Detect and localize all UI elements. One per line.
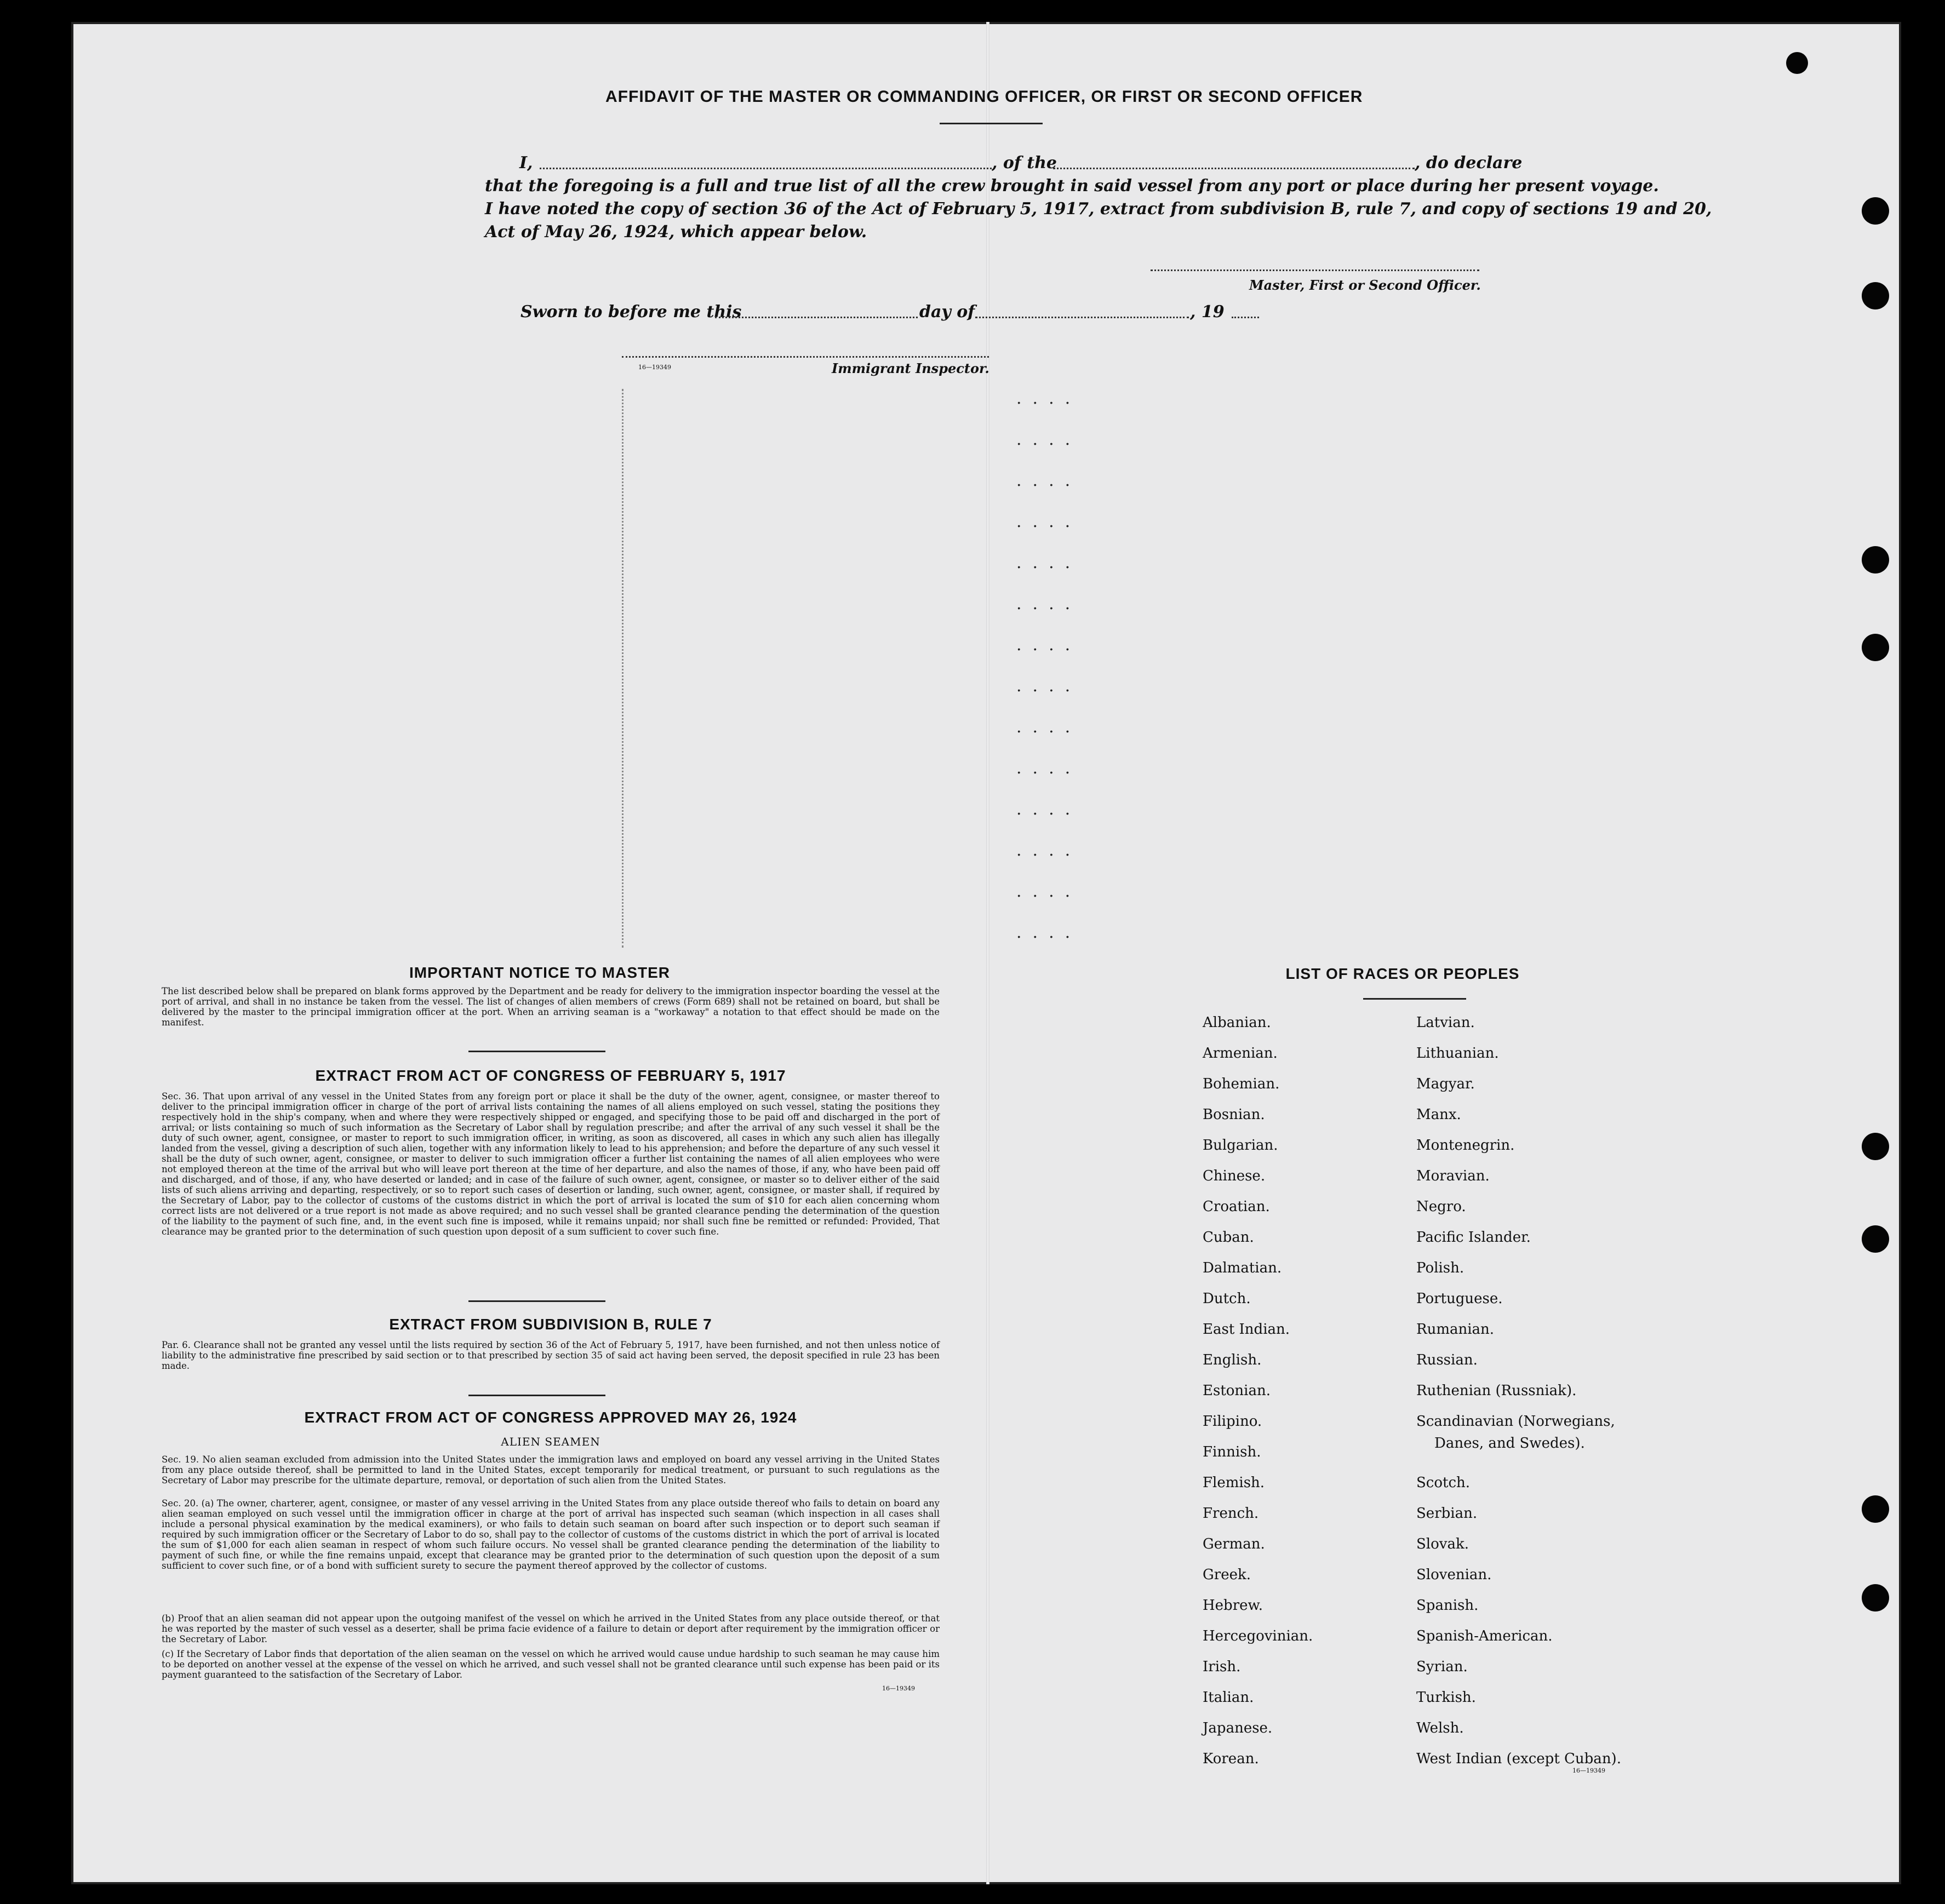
- race-item: Italian.: [1203, 1689, 1254, 1706]
- dot-leader-row: ....: [1016, 882, 1082, 901]
- affidavit-title: AFFIDAVIT OF THE MASTER OR COMMANDING OFFICER, OR FIRST OR SECOND OFFICER: [605, 88, 1363, 106]
- race-item: Montenegrin.: [1416, 1137, 1515, 1154]
- inspector-signature-line[interactable]: [622, 356, 989, 358]
- dot-leader-row: ....: [1016, 471, 1082, 490]
- race-item: Korean.: [1203, 1751, 1259, 1767]
- race-item: Scotch.: [1416, 1475, 1471, 1491]
- punch-hole: [1862, 282, 1889, 309]
- sworn-label: Sworn to before me this: [520, 302, 742, 322]
- race-item-continuation: Danes, and Swedes).: [1434, 1435, 1585, 1452]
- race-item: Scandinavian (Norwegians,: [1416, 1413, 1615, 1430]
- form-number-top: 16—19349: [638, 364, 671, 371]
- affidavit-line3: I have noted the copy of section 36 of the Act of February 5, 1917, extract from subdivision B, rule 7, and copy of sections 19 and 20,: [485, 199, 1712, 219]
- race-item: Portuguese.: [1416, 1291, 1503, 1307]
- race-item: Latvian.: [1416, 1014, 1475, 1031]
- sec19-text: Sec. 19. No alien seaman excluded from admission into the United States under the immigration laws and employed on board any vessel arriving in the United States from any place outside thereof, shall be permitted to land in the United States, except temporarily for medical treatment, or pursuant to such regulations as the Secretary of Labor may prescribe for the ultimate departure, removal, or deportation of such alien from the United States.: [162, 1454, 940, 1486]
- race-item: Turkish.: [1416, 1689, 1476, 1706]
- race-item: Moravian.: [1416, 1168, 1490, 1184]
- dot-leader-row: ....: [1016, 594, 1082, 613]
- races-underline: [1363, 998, 1466, 1000]
- punch-hole: [1862, 197, 1889, 225]
- extract-1917-heading: EXTRACT FROM ACT OF CONGRESS OF FEBRUARY 5, 1917: [315, 1067, 786, 1084]
- race-item: Dutch.: [1203, 1291, 1251, 1307]
- affidavit-i-label: I,: [519, 153, 533, 173]
- race-item: Hebrew.: [1203, 1597, 1263, 1614]
- race-item: Slovenian.: [1416, 1567, 1492, 1583]
- punch-hole: [1862, 1225, 1889, 1253]
- day-of-label: day of: [919, 302, 975, 322]
- section-divider: [468, 1395, 605, 1396]
- dot-leader-row: ....: [1016, 718, 1082, 737]
- sworn-year-blank[interactable]: [1232, 317, 1259, 318]
- sec20a-text: Sec. 20. (a) The owner, charterer, agent, consignee, or master of any vessel arriving in the United States from any place outside thereof who fails to detain on board any alien seaman employed on such vessel until the immigration officer in charge at the port of arrival has inspected such seaman (which inspection in all cases shall include a personal physical examination by the medical examiners), or who fails to detain such seaman on board after such inspection or to deport such seaman if required by such immigration officer or the Secretary of Labor to do so, shall pay to the collector of customs of the customs district in which the port of arrival is located the sum of $1,000 for each alien seaman in respect of whom such failure occurs. No vessel shall be granted clearance pending the determination of the liability to payment of such fine, or while the fine remains unpaid, except that clearance may be granted prior to the determination of such question upon the deposit of a sum sufficient to cover such fine, or of a bond with sufficient surety to secure the payment thereof approved by the collector of customs.: [162, 1498, 940, 1571]
- race-item: West Indian (except Cuban).: [1416, 1751, 1621, 1767]
- race-item: Finnish.: [1203, 1444, 1261, 1460]
- notice-heading: IMPORTANT NOTICE TO MASTER: [409, 964, 671, 981]
- race-item: Estonian.: [1203, 1383, 1271, 1399]
- extract-1924-heading: EXTRACT FROM ACT OF CONGRESS APPROVED MAY 26, 1924: [304, 1409, 797, 1426]
- race-item: Filipino.: [1203, 1413, 1262, 1430]
- affidavit-line2: that the foregoing is a full and true list of all the crew brought in said vessel from any port or place during her present voyage.: [485, 176, 1659, 196]
- race-item: Croatian.: [1203, 1198, 1270, 1215]
- race-item: East Indian.: [1203, 1321, 1290, 1338]
- notice-text: The list described below shall be prepared on blank forms approved by the Department and be ready for delivery to the immigration inspector boarding the vessel at the port of arrival, and shall in no instance be taken from the vessel. The list of changes of alien members of crews (Form 689) shall not be retained on board, but shall be delivered by the master to the principal immigration officer at the port. When an arriving seaman is a "workaway" a notation to that effect should be made on the manifest.: [162, 986, 940, 1028]
- race-item: Armenian.: [1203, 1045, 1278, 1062]
- race-item: Spanish.: [1416, 1597, 1479, 1614]
- affidavit-declare-label: , do declare: [1415, 153, 1523, 173]
- race-item: German.: [1203, 1536, 1265, 1552]
- section-divider: [468, 1300, 605, 1302]
- punch-hole: [1862, 1495, 1889, 1523]
- rule7-text: Par. 6. Clearance shall not be granted any vessel until the lists required by section 36 of the Act of February 5, 1917, have been furnished, and not then unless notice of liability to the administrative fine prescribed by said section or to that prescribed by section 35 of said act having been served, the deposit specified in rule 23 has been made.: [162, 1340, 940, 1371]
- race-item: Irish.: [1203, 1659, 1241, 1675]
- dot-leader-row: ....: [1016, 389, 1082, 408]
- race-item: Dalmatian.: [1203, 1260, 1282, 1276]
- form-number-bottom-right: 16—19349: [1572, 1767, 1605, 1774]
- dot-leader-row: ....: [1016, 430, 1082, 449]
- race-item: Slovak.: [1416, 1536, 1469, 1552]
- inspector-caption: Immigrant Inspector.: [832, 360, 989, 376]
- race-item: Welsh.: [1416, 1720, 1464, 1736]
- punch-hole: [1862, 634, 1889, 661]
- race-item: Syrian.: [1416, 1659, 1468, 1675]
- race-item: Ruthenian (Russniak).: [1416, 1383, 1577, 1399]
- title-underline: [940, 123, 1043, 124]
- race-item: Bulgarian.: [1203, 1137, 1278, 1154]
- dot-leader-row: ....: [1016, 841, 1082, 860]
- punch-hole: [1862, 1584, 1889, 1611]
- punch-hole: [1862, 546, 1889, 574]
- dot-leader-row: ....: [1016, 759, 1082, 778]
- race-item: Greek.: [1203, 1567, 1251, 1583]
- race-item: Russian.: [1416, 1352, 1478, 1368]
- race-item: Bosnian.: [1203, 1106, 1265, 1123]
- sworn-month-blank[interactable]: [975, 317, 1189, 318]
- alien-seamen-subheading: ALIEN SEAMEN: [501, 1435, 600, 1448]
- race-item: Chinese.: [1203, 1168, 1266, 1184]
- master-signature-line[interactable]: [1151, 269, 1479, 271]
- affidavit-line4: Act of May 26, 1924, which appear below.: [485, 222, 867, 242]
- sec20c-text: (c) If the Secretary of Labor finds that deportation of the alien seaman on the vessel on which he arrived would cause undue hardship to such seaman he may cause him to be deported on another vessel at the expense of the vessel on which he arrived, and such vessel shall not be granted clearance until such expense has been paid or its payment guaranteed to the satisfaction of the Secretary of Labor.: [162, 1649, 940, 1680]
- race-item: Manx.: [1416, 1106, 1461, 1123]
- race-item: Rumanian.: [1416, 1321, 1495, 1338]
- year-label: , 19: [1190, 302, 1225, 322]
- race-item: Japanese.: [1203, 1720, 1273, 1736]
- races-heading: LIST OF RACES OR PEOPLES: [1285, 965, 1520, 982]
- punch-hole: [1786, 52, 1808, 74]
- dot-leader-row: ....: [1016, 923, 1082, 942]
- sec20b-text: (b) Proof that an alien seaman did not appear upon the outgoing manifest of the vessel on which he arrived in the United States from any place outside thereof, or that he was reported by the master of such vessel as a deserter, shall be prima facie evidence of a failure to detain or deport after requirement by the immigration officer or the Secretary of Labor.: [162, 1613, 940, 1644]
- race-item: Flemish.: [1203, 1475, 1265, 1491]
- dot-leader-row: ....: [1016, 800, 1082, 819]
- vessel-blank[interactable]: [1053, 168, 1415, 169]
- dot-leader-row: ....: [1016, 553, 1082, 572]
- race-item: Albanian.: [1203, 1014, 1271, 1031]
- race-item: Magyar.: [1416, 1076, 1475, 1092]
- form-number-bottom-left: 16—19349: [882, 1685, 915, 1692]
- race-item: Bohemian.: [1203, 1076, 1280, 1092]
- rule7-heading: EXTRACT FROM SUBDIVISION B, RULE 7: [389, 1316, 712, 1333]
- dot-leader-row: ....: [1016, 512, 1082, 531]
- race-item: Lithuanian.: [1416, 1045, 1499, 1062]
- page-fold: [986, 22, 989, 1884]
- punch-hole: [1862, 1133, 1889, 1160]
- dot-leader-row: ....: [1016, 635, 1082, 655]
- race-item: Negro.: [1416, 1198, 1466, 1215]
- name-blank[interactable]: [540, 168, 992, 169]
- race-item: French.: [1203, 1505, 1259, 1522]
- race-item: Polish.: [1416, 1260, 1465, 1276]
- affidavit-of-the-label: , of the: [992, 153, 1057, 173]
- faint-column-line: [622, 389, 623, 948]
- section-divider: [468, 1051, 605, 1052]
- race-item: Serbian.: [1416, 1505, 1478, 1522]
- dot-leader-row: ....: [1016, 676, 1082, 696]
- race-item: English.: [1203, 1352, 1262, 1368]
- extract-1917-text: Sec. 36. That upon arrival of any vessel in the United States from any foreign port or place it shall be the duty of the owner, agent, consignee, or master thereof to deliver to the principal immigration officer in charge of the port of arrival lists containing the names of all aliens employed on such vessel, stating the positions they respectively hold in the ship's company, when and where they were respectively shipped or engaged, and specifying those to be paid off and discharged in the port of arrival; or lists containing so much of such information as the Secretary of Labor shall by regulation prescribe; and after the arrival of any such vessel it shall be the duty of such owner, agent, consignee, or master to report to such immigration officer, in writing, as soon as discovered, all cases in which any such alien has illegally landed from the vessel, giving a description of such alien, together with any information likely to lead to his apprehension; and before the departure of any such vessel it shall be the duty of such owner, agent, consignee, or master to deliver to such immigration officer a further list containing the names of all alien employees who were not employed thereon at the time of the arrival but who will leave port thereon at the time of her departure, and also the names of those, if any, who have been paid off and discharged, and of those, if any, who have deserted or landed; and in case of the failure of such owner, agent, consignee, or master so to deliver either of the said lists of such aliens arriving and departing, respectively, or so to report such cases of desertion or landing, such owner, agent, consignee, or master shall, if required by the Secretary of Labor, pay to the collector of customs of the customs district in which the port of arrival is located the sum of $10 for each alien concerning whom correct lists are not delivered or a true report is not made as above required; and no such vessel shall be granted clearance pending the determination of the question of the liability to the payment of such fine, and, in the event such fine is imposed, while it remains unpaid; nor shall such fine be remitted or refunded: Provided, That clearance may be granted prior to the determination of such question upon deposit of a sum sufficient to cover such fine.: [162, 1091, 940, 1237]
- sworn-day-blank[interactable]: [715, 317, 918, 318]
- master-signature-caption: Master, First or Second Officer.: [1249, 277, 1481, 293]
- race-item: Pacific Islander.: [1416, 1229, 1531, 1246]
- race-item: Cuban.: [1203, 1229, 1254, 1246]
- race-item: Hercegovinian.: [1203, 1628, 1313, 1644]
- race-item: Spanish-American.: [1416, 1628, 1553, 1644]
